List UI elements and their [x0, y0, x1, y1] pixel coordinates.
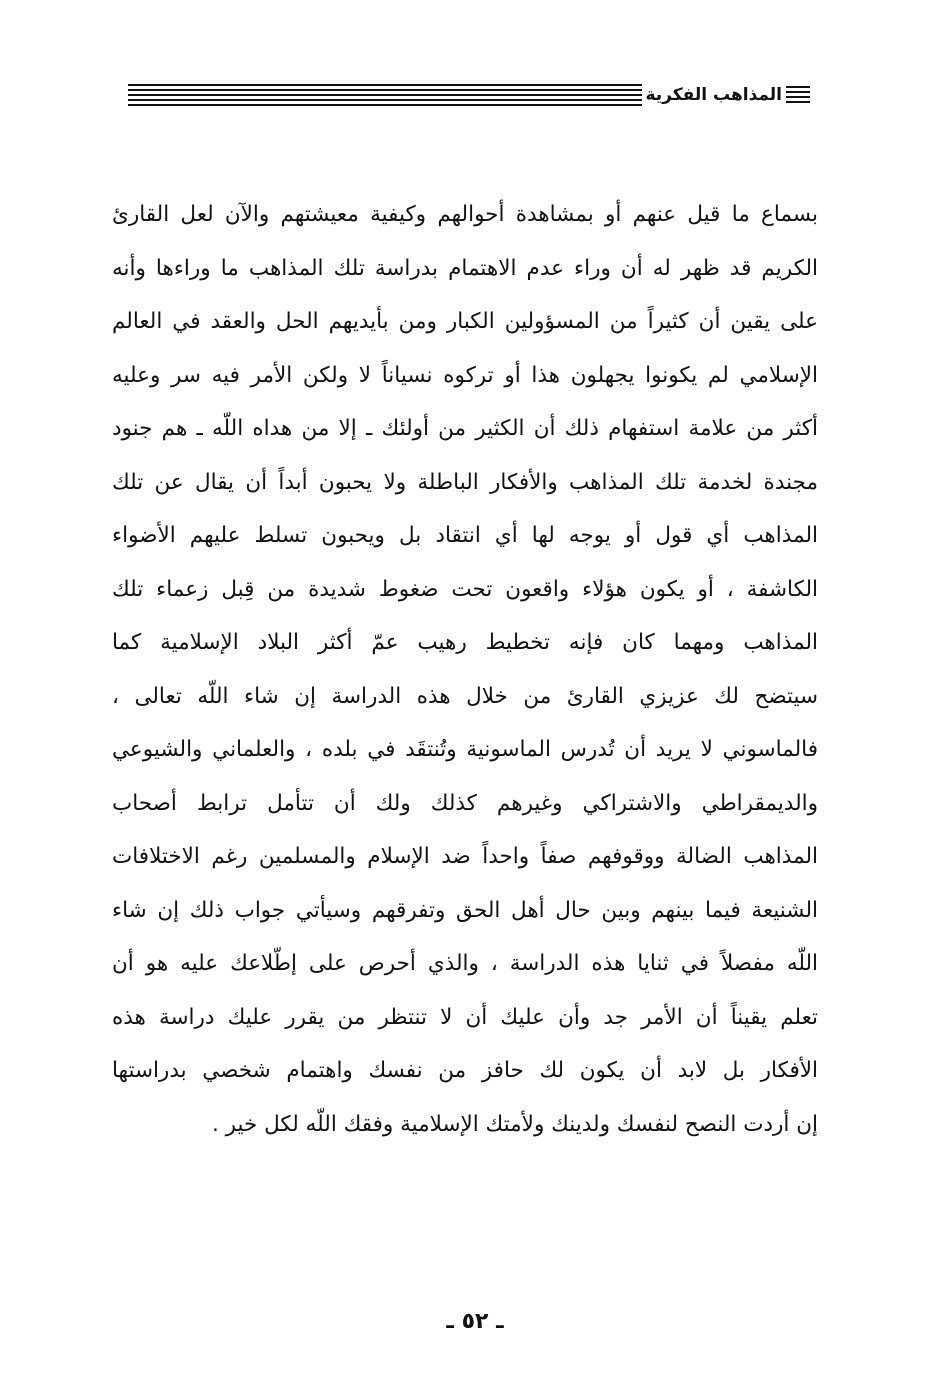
- text-line: الأفكار بل لابد أن يكون لك حافز من نفسك واهتمام شخصي بدراستها: [112, 1058, 818, 1083]
- text-line: والديمقراطي والاشتراكي وغيرهم كذلك ولك أن تتأمل ترابط أصحاب: [112, 790, 818, 816]
- header-ornament-icon: [786, 86, 810, 106]
- text-line-last: إن أردت النصح لنفسك ولدينك ولأمتك الإسلامية وفقك اللّه لكل خير .: [211, 1111, 818, 1137]
- text-line: تعلم يقيناً أن الأمر جد وأن عليك أن لا تنتظر من يقرر عليك دراسة هذه: [112, 1004, 818, 1030]
- text-line: الشنيعة فيما بينهم وبين حال أهل الحق وتفرقهم وسيأتي جواب ذلك إن شاء: [112, 897, 818, 923]
- text-line: المذاهب الضالة ووقوفهم صفاً واحداً ضد الإسلام والمسلمين رغم الاختلافات: [112, 844, 818, 869]
- text-line: الإسلامي لم يكونوا يجهلون هذا أو تركوه نسياناً لا ولكن الأمر فيه سر وعليه: [112, 362, 818, 388]
- text-line: الكاشفة ، أو يكون هؤلاء واقعون تحت ضغوط شديدة من قِبل زعماء تلك: [112, 576, 818, 602]
- text-line: سيتضح لك عزيزي القارئ من خلال هذه الدراسة إن شاء اللّه تعالى ،: [112, 683, 818, 709]
- running-header: [128, 80, 810, 110]
- header-rule-lines: [128, 84, 642, 106]
- page-number: ـ ٥٢ ـ: [446, 1309, 504, 1334]
- body-text: [112, 188, 818, 1151]
- text-line: المذاهب ومهما كان فإنه تخطيط رهيب عمّ أكثر البلاد الإسلامية كما: [112, 630, 818, 655]
- text-line: مجندة لخدمة تلك المذاهب والأفكار الباطلة ولا يحبون أبداً أن يقال عن تلك: [112, 469, 818, 495]
- text-line: اللّه مفصلاً في ثنايا هذه الدراسة ، والذي أحرص على إطّلاعك عليه هو أن: [112, 951, 818, 976]
- text-line: الكريم قد ظهر له أن وراء عدم الاهتمام بدراسة تلك المذاهب ما وراءها وأنه: [112, 255, 818, 281]
- text-line: أكثر من علامة استفهام ذلك أن الكثير من أولئك ـ إلا من هداه اللّه ـ هم جنود: [112, 416, 818, 441]
- text-line: فالماسوني لا يريد أن تُدرس الماسونية وتُنتقَد في بلده ، والعلماني والشيوعي: [112, 737, 818, 762]
- header-title: المذاهب الفكرية: [645, 85, 782, 105]
- text-line: على يقين أن كثيراً من المسؤولين الكبار ومن بأيديهم الحل والعقد في العالم: [112, 309, 818, 334]
- text-line: المذاهب أي قول أو يوجه لها أي انتقاد بل ويحبون تسلط عليهم الأضواء: [112, 523, 818, 548]
- text-line: بسماع ما قيل عنهم أو بمشاهدة أحوالهم وكيفية معيشتهم والآن لعل القارئ: [112, 202, 818, 227]
